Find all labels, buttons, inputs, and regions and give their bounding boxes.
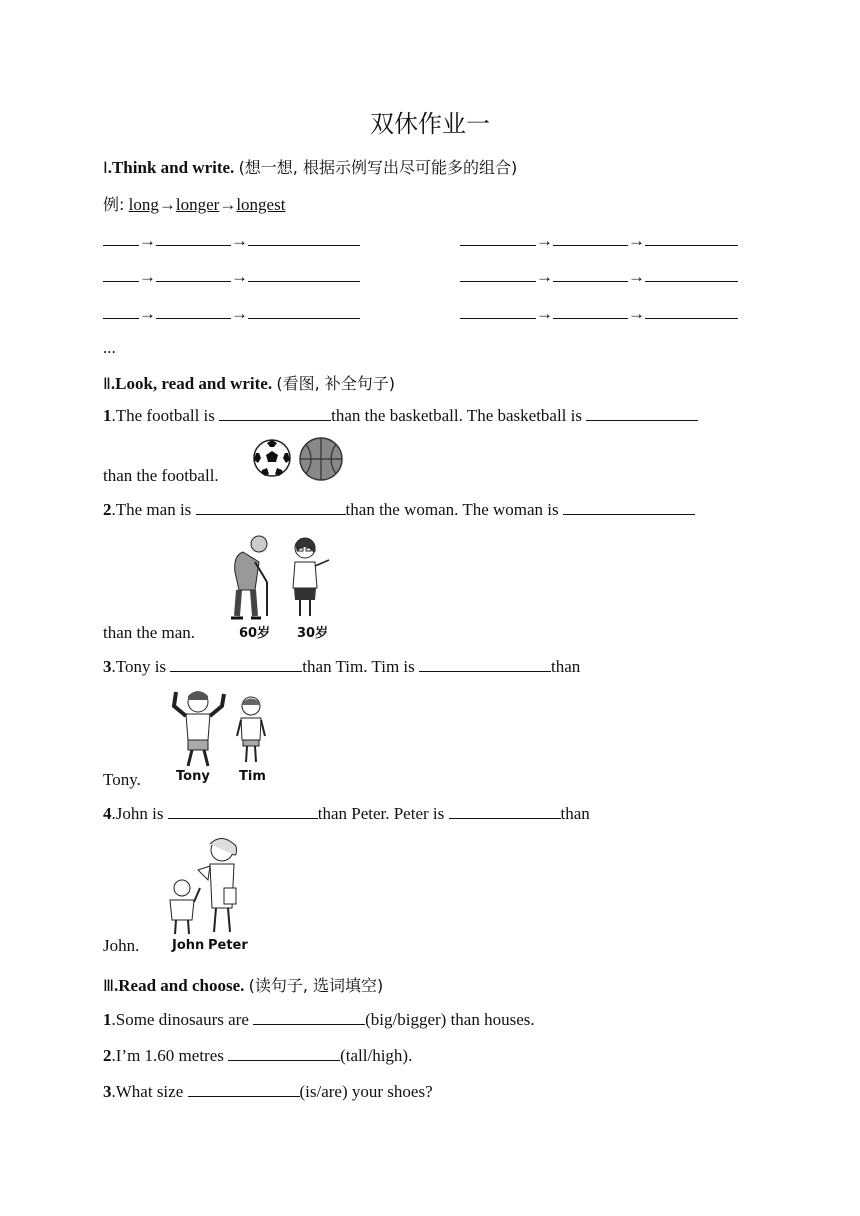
- caption-age-man: 60岁: [239, 626, 271, 641]
- peter-illustration: [196, 836, 246, 938]
- section-3-heading: Ⅲ.Read and choose. (读句子, 选词填空): [103, 976, 384, 995]
- answer-blank[interactable]: [196, 500, 346, 515]
- chain-blank-row[interactable]: → →: [460, 267, 738, 287]
- chain-blank-row[interactable]: → →: [103, 231, 360, 251]
- chain-blank-row[interactable]: → →: [460, 231, 738, 251]
- caption-tony: Tony: [176, 769, 210, 784]
- football-icon: [252, 438, 292, 478]
- answer-blank[interactable]: [219, 406, 331, 421]
- caption-peter: Peter: [208, 938, 248, 953]
- question-2-2-end: than the man.: [103, 623, 196, 642]
- answer-blank[interactable]: [168, 804, 318, 819]
- answer-blank[interactable]: [188, 1082, 300, 1097]
- question-2-1-end: than the football.: [103, 466, 219, 485]
- question-3-2: 2.I’m 1.60 metres (tall/high).: [103, 1046, 413, 1065]
- answer-blank[interactable]: [253, 1010, 365, 1025]
- question-2-3: 3.Tony is than Tim. Tim is than: [103, 657, 581, 676]
- page-title: 双休作业一: [370, 110, 490, 138]
- ellipsis: ...: [103, 338, 116, 357]
- section-2-heading: Ⅱ.Look, read and write. (看图, 补全句子): [103, 374, 395, 393]
- example-line: 例: long→longer→longest: [103, 195, 286, 214]
- question-3-1: 1.Some dinosaurs are (big/bigger) than houses.: [103, 1010, 535, 1029]
- section-1-heading: Ⅰ.Think and write. (想一想, 根据示例写出尽可能多的组合): [103, 158, 518, 177]
- question-2-4-end: John.: [103, 936, 140, 955]
- answer-blank[interactable]: [170, 657, 302, 672]
- answer-blank[interactable]: [586, 406, 698, 421]
- question-2-1: 1.The football is than the basketball. The basketball is: [103, 406, 698, 426]
- answer-blank[interactable]: [228, 1046, 340, 1061]
- chain-blank-row[interactable]: → →: [103, 304, 360, 324]
- question-2-2: 2.The man is than the woman. The woman is: [103, 500, 695, 520]
- caption-tim: Tim: [239, 769, 266, 784]
- woman-illustration: [285, 534, 333, 622]
- question-2-4: 4.John is than Peter. Peter is than: [103, 804, 590, 823]
- answer-blank[interactable]: [419, 657, 551, 672]
- answer-blank[interactable]: [563, 500, 695, 515]
- tony-illustration: [168, 686, 230, 770]
- caption-john: John: [172, 938, 205, 953]
- chain-blank-row[interactable]: → →: [460, 304, 738, 324]
- question-3-3: 3.What size (is/are) your shoes?: [103, 1082, 433, 1101]
- caption-age-woman: 30岁: [297, 626, 329, 641]
- question-2-3-end: Tony.: [103, 770, 141, 789]
- basketball-icon: [298, 436, 344, 482]
- old-man-illustration: [225, 532, 280, 624]
- chain-blank-row[interactable]: → →: [103, 267, 360, 287]
- tim-illustration: [234, 694, 268, 766]
- answer-blank[interactable]: [449, 804, 561, 819]
